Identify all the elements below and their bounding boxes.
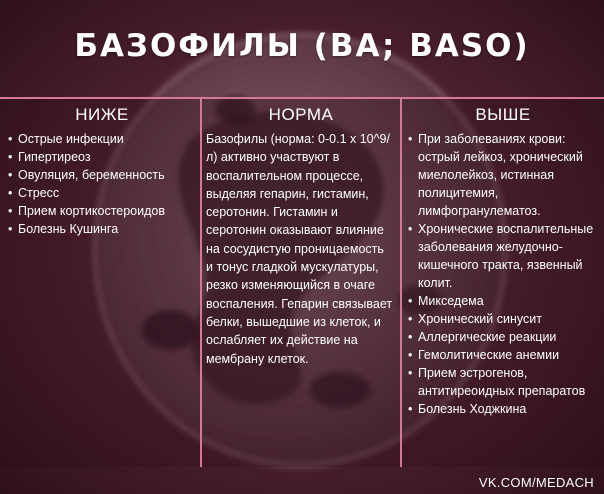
- list-item: • Болезнь Кушинга: [6, 220, 198, 238]
- comparison-table: [0, 97, 604, 465]
- norm-description: Базофилы (норма: 0-0.1 х 10^9/л) активно участвуют в воспалительном процессе, выделяя гепарин, гистамин, серотонин. Гистамин и серотонин оказывают влияние на сосудистую проницаемость и тонус гладкой мускулатуры, резко изменяющийся в очаге воспаления. Гепарин связывает белки, вышедшие из клеток, и ослабляет их действие на мембрану клеток.: [206, 132, 393, 366]
- list-item: • Острые инфекции: [6, 130, 198, 148]
- lower-list: [6, 130, 198, 238]
- list-item: • Прием кортикостероидов: [6, 202, 198, 220]
- column-norm-header: НОРМА: [268, 105, 334, 124]
- higher-list: [406, 130, 600, 418]
- list-item: • Болезнь Ходжкина: [406, 400, 600, 418]
- list-item: • Хронический синусит: [406, 310, 600, 328]
- column-divider-right: [400, 97, 402, 467]
- list-item: • Аллергические реакции: [406, 328, 600, 346]
- page-title: БАЗОФИЛЫ (BA; BASO): [74, 28, 530, 64]
- list-item: • Прием эстрогенов, антитиреоидных препаратов: [406, 364, 600, 400]
- list-item: • Гипертиреоз: [6, 148, 198, 166]
- source-link[interactable]: VK.COM/MEDACH: [478, 475, 594, 490]
- list-item: • Микседема: [406, 292, 600, 310]
- column-norm: [202, 97, 400, 465]
- column-lower: [6, 97, 198, 465]
- list-item: • Хронические воспалительные заболевания желудочно-кишечного тракта, язвенный колит.: [406, 220, 600, 292]
- column-higher-header: ВЫШЕ: [475, 105, 531, 124]
- list-item: • Гемолитические анемии: [406, 346, 600, 364]
- column-higher: [406, 97, 600, 465]
- column-lower-header: НИЖЕ: [75, 105, 129, 124]
- list-item: • Стресс: [6, 184, 198, 202]
- list-item: • При заболеваниях крови: острый лейкоз, хронический миелолейкоз, истинная полицитемия, лимфогранулематоз.: [406, 130, 600, 220]
- list-item: • Овуляция, беременность: [6, 166, 198, 184]
